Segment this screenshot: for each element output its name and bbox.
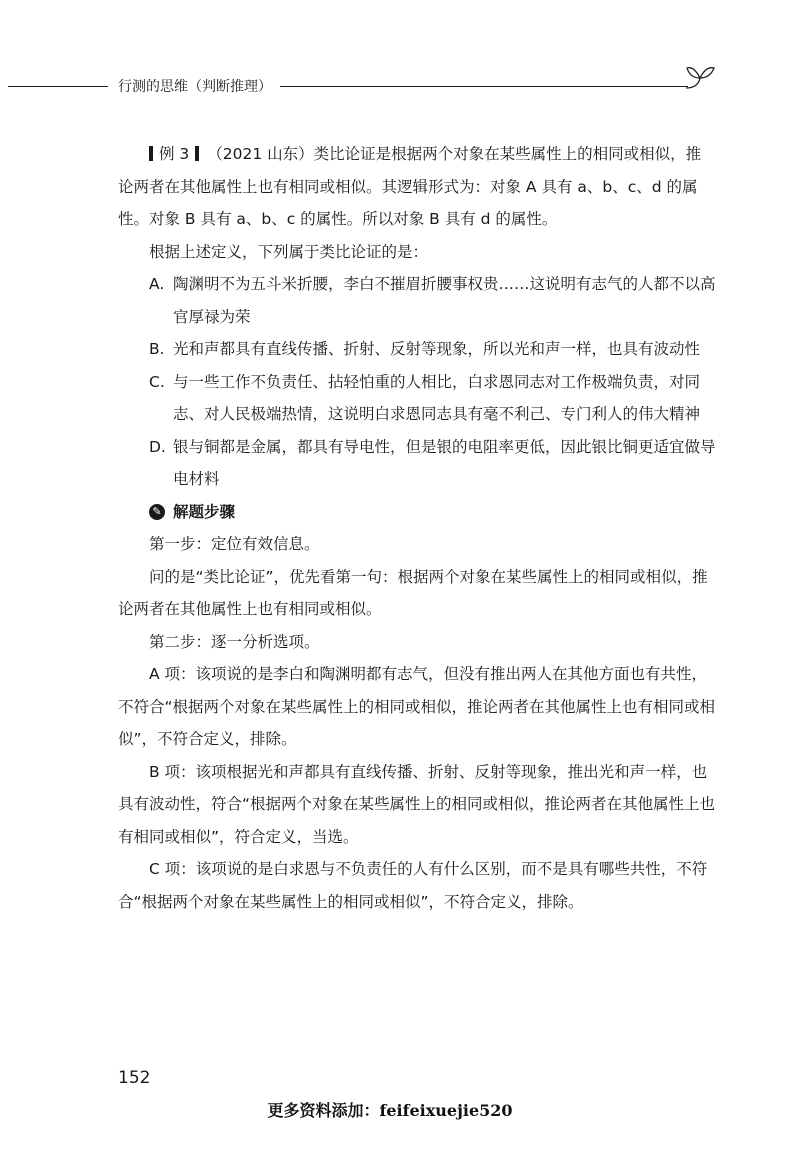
option-d: D. 银与铜都是金属，都具有导电性，但是银的电阻率更低，因此银比铜更适宜做导电材料: [149, 437, 716, 488]
option-a: A. 陶渊明不为五斗米折腰，李白不摧眉折腰事权贵……这说明有志气的人都不以高官厚禄为荣: [149, 275, 716, 326]
question-definition: 类比论证是根据两个对象在某些属性上的相同或相似，推论两者在其他属性上也有相同或相似。其逻辑形式为：对象 A 具有 a、b、c、d 的属性。对象 B 具有 a、b、c 的属性。所以对象 B 具有 d 的属性。: [118, 145, 702, 228]
solution-paragraph: 第一步：定位有效信息。: [149, 535, 320, 553]
question-stem: [118, 138, 716, 236]
solution-badge-icon: ✎: [149, 504, 165, 520]
option-c: C. 与一些工作不负责任、拈轻怕重的人相比，白求恩同志对工作极端负责，对同志、对人民极端热情，这说明白求恩同志具有毫不利己、专门利人的伟大精神: [149, 372, 701, 423]
footer-note: 更多资料添加：feifeixuejie520: [267, 1101, 513, 1120]
option-b: B. 光和声都具有直线传播、折射、反射等现象，所以光和声一样，也具有波动性: [149, 340, 701, 358]
running-header: [0, 62, 800, 102]
question-prompt: 根据上述定义，下列属于类比论证的是：: [149, 242, 429, 261]
header-rule-right: [280, 86, 688, 87]
sprout-icon: [684, 62, 716, 90]
solution-paragraph: 问的是“类比论证”，优先看第一句：根据两个对象在某些属性上的相同或相似，推论两者在其他属性上也有相同或相似。: [118, 567, 708, 618]
page-number: 152: [118, 1068, 151, 1088]
solution-paragraph: B 项：该项根据光和声都具有直线传播、折射、反射等现象，推出光和声一样，也具有波动性，符合“根据两个对象在某些属性上的相同或相似，推论两者在其他属性上也有相同或相似”，符合定义，当选。: [118, 762, 716, 846]
solution-paragraph: A 项：该项说的是李白和陶渊明都有志气，但没有推出两人在其他方面也有共性，不符合“根据两个对象在某些属性上的相同或相似，推论两者在其他属性上也有相同或相似”，不符合定义，排除。: [118, 665, 716, 748]
solution-heading: ✎ 解题步骤: [118, 496, 716, 529]
example-tag: 例 3: [149, 145, 207, 163]
solution-paragraph: C 项：该项说的是白求恩与不负责任的人有什么区别，而不是具有哪些共性，不符合“根据两个对象在某些属性上的相同或相似”，不符合定义，排除。: [118, 860, 708, 911]
header-title: 行测的思维（判断推理）: [118, 79, 272, 95]
solution-paragraph: 第二步：逐一分析选项。: [149, 632, 320, 651]
question-source: （2021 山东）: [207, 145, 314, 163]
page-content: [118, 138, 716, 918]
header-rule-left: [8, 86, 108, 87]
